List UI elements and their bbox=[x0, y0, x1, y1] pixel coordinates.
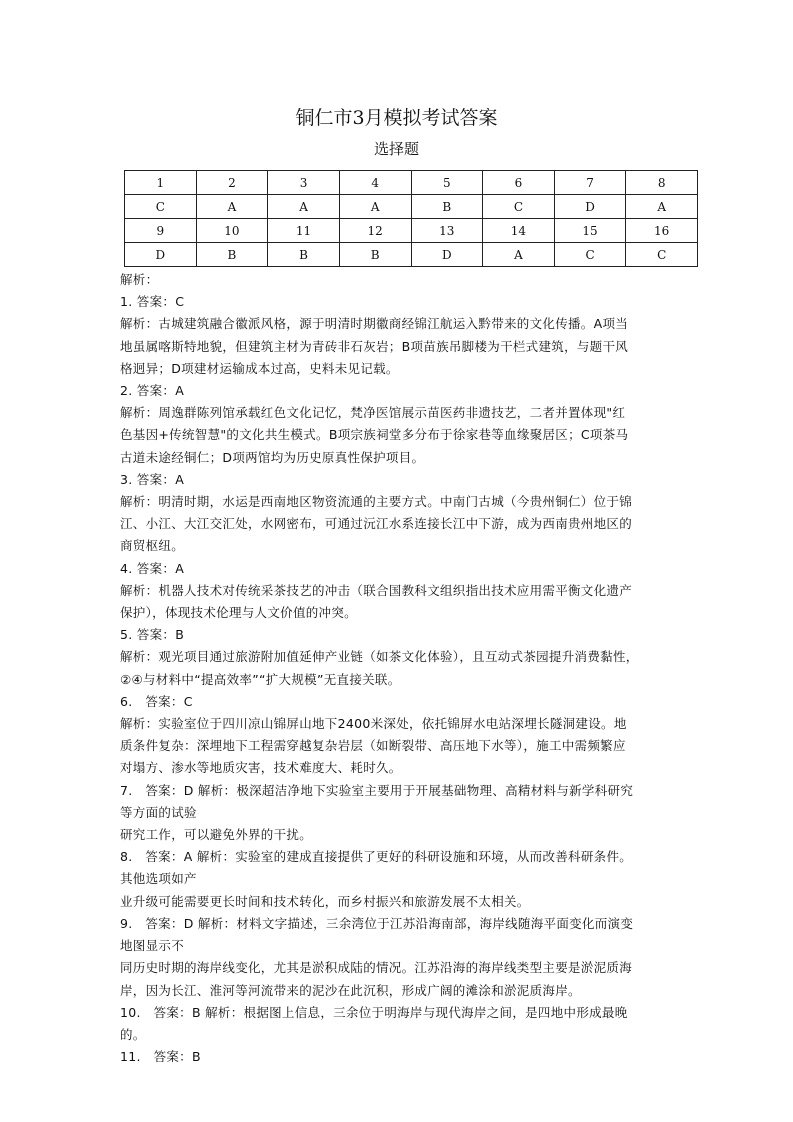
text-line: 2. 答案：A bbox=[120, 383, 185, 399]
text-line: 解析： bbox=[120, 272, 159, 287]
question-number-cell: 5 bbox=[411, 171, 483, 195]
text-line: 岸，因为长江、淮河等河流带来的泥沙在此沉积，形成广阔的滩涂和淤泥质海岸。 bbox=[120, 982, 581, 998]
text-line: 江、小江、大江交汇处，水网密布，可通过沅江水系连接长江中下游，成为西南贵州地区的 bbox=[120, 516, 633, 532]
text-line: 格迥异；D项建材运输成本过高，史料未见记载。 bbox=[120, 360, 399, 376]
question-number-row bbox=[125, 219, 698, 243]
question-number-row bbox=[125, 171, 698, 195]
text-line: 解析：古城建筑融合徽派风格，源于明清时期徽商经锦江航运入黔带来的文化传播。A项当 bbox=[120, 316, 629, 332]
text-line: 的。 bbox=[120, 1026, 146, 1042]
text-line: 研究工作，可以避免外界的干扰。 bbox=[120, 827, 313, 843]
text-line: 业升级可能需要更长时间和技术转化，而乡村振兴和旅游发展不太相关。 bbox=[120, 893, 530, 909]
text-line: 7. 答案：D 解析：极深超洁净地下实验室主要用于开展基础物理、高精材料与新学科研究 bbox=[120, 782, 634, 798]
question-number-cell: 15 bbox=[554, 219, 626, 243]
answer-cell: A bbox=[268, 195, 340, 219]
text-line: 解析：观光项目通过旅游附加值延伸产业链（如茶文化体验），且互动式茶园提升消费黏性， bbox=[120, 649, 639, 665]
question-number-cell: 16 bbox=[626, 219, 698, 243]
answer-cell: B bbox=[196, 243, 268, 267]
answer-cell: D bbox=[125, 243, 197, 267]
text-line: 色基因+传统智慧"的文化共生模式。B项宗族祠堂多分布于徐家巷等血缘聚居区；C项茶马 bbox=[120, 427, 629, 443]
text-line: 3. 答案：A bbox=[120, 471, 185, 487]
text-line: 其他选项如产 bbox=[120, 871, 197, 887]
question-number-cell: 7 bbox=[554, 171, 626, 195]
text-line: 9. 答案：D 解析：材料文字描述，三余湾位于江苏沿海南部，海岸线随海平面变化而演变 bbox=[120, 915, 634, 931]
text-line: 古道未途经铜仁；D项两馆均为历史原真性保护项目。 bbox=[120, 449, 425, 465]
answer-cell: B bbox=[411, 195, 483, 219]
section-title: 选择题 bbox=[373, 140, 419, 158]
text-line: 同历史时期的海岸线变化，尤其是淤积成陆的情况。江苏沿海的海岸线类型主要是淤泥质海 bbox=[120, 960, 633, 976]
explanation-text bbox=[120, 269, 680, 1068]
answer-cell: A bbox=[196, 195, 268, 219]
page-title: 铜仁市3月模拟考试答案 bbox=[295, 107, 498, 129]
question-number-cell: 13 bbox=[411, 219, 483, 243]
text-line: 4. 答案：A bbox=[120, 560, 185, 576]
answer-table bbox=[124, 170, 698, 267]
question-number-cell: 6 bbox=[483, 171, 555, 195]
question-number-cell: 1 bbox=[125, 171, 197, 195]
text-line: 对塌方、渗水等地质灾害，技术难度大、耗时久。 bbox=[120, 760, 402, 776]
text-line: 地虽属喀斯特地貌，但建筑主材为青砖非石灰岩；B项苗族吊脚楼为干栏式建筑，与题干风 bbox=[120, 338, 629, 354]
text-line: 8. 答案：A 解析：实验室的建成直接提供了更好的科研设施和环境，从而改善科研条件。 bbox=[120, 849, 633, 865]
answer-cell: C bbox=[626, 243, 698, 267]
question-number-cell: 11 bbox=[268, 219, 340, 243]
answer-cell: B bbox=[339, 243, 411, 267]
answer-cell: C bbox=[554, 243, 626, 267]
question-number-cell: 14 bbox=[483, 219, 555, 243]
text-line: 解析：周逸群陈列馆承载红色文化记忆，梵净医馆展示苗医药非遗技艺，二者并置体现"红 bbox=[120, 405, 626, 421]
text-line: 解析：机器人技术对传统采茶技艺的冲击（联合国教科文组织指出技术应用需平衡文化遗产 bbox=[120, 582, 633, 598]
answer-cell: D bbox=[554, 195, 626, 219]
answer-row bbox=[125, 195, 698, 219]
text-line: 解析：明清时期，水运是西南地区物资流通的主要方式。中南门古城（今贵州铜仁）位于锦 bbox=[120, 494, 633, 510]
text-line: 地图显示不 bbox=[120, 938, 185, 954]
answer-cell: A bbox=[483, 243, 555, 267]
text-line: 6. 答案：C bbox=[120, 693, 193, 709]
text-line: ②④与材料中“提高效率”“扩大规模”无直接关联。 bbox=[120, 671, 401, 687]
question-number-cell: 10 bbox=[196, 219, 268, 243]
text-line: 等方面的试验 bbox=[120, 804, 197, 820]
answer-cell: A bbox=[626, 195, 698, 219]
question-number-cell: 3 bbox=[268, 171, 340, 195]
answer-cell: C bbox=[483, 195, 555, 219]
text-line: 商贸枢纽。 bbox=[120, 538, 185, 554]
text-line: 5. 答案：B bbox=[120, 627, 185, 643]
text-line: 1. 答案：C bbox=[120, 294, 185, 310]
question-number-cell: 8 bbox=[626, 171, 698, 195]
question-number-cell: 12 bbox=[339, 219, 411, 243]
text-line: 质条件复杂：深埋地下工程需穿越复杂岩层（如断裂带、高压地下水等），施工中需频繁应 bbox=[120, 738, 626, 754]
answer-cell: A bbox=[339, 195, 411, 219]
answer-cell: D bbox=[411, 243, 483, 267]
question-number-cell: 2 bbox=[196, 171, 268, 195]
answer-cell: C bbox=[125, 195, 197, 219]
text-line: 10. 答案：B 解析：根据图上信息，三余位于明海岸与现代海岸之间，是四地中形成最晚 bbox=[120, 1004, 628, 1020]
question-number-cell: 9 bbox=[125, 219, 197, 243]
text-line: 解析：实验室位于四川凉山锦屏山地下2400米深处，依托锦屏水电站深埋长隧洞建设。地 bbox=[120, 716, 627, 732]
question-number-cell: 4 bbox=[339, 171, 411, 195]
answer-cell: B bbox=[268, 243, 340, 267]
answer-row bbox=[125, 243, 698, 267]
text-line: 11. 答案：B bbox=[120, 1049, 201, 1065]
text-line: 保护），体现技术伦理与人文价值的冲突。 bbox=[120, 605, 357, 621]
